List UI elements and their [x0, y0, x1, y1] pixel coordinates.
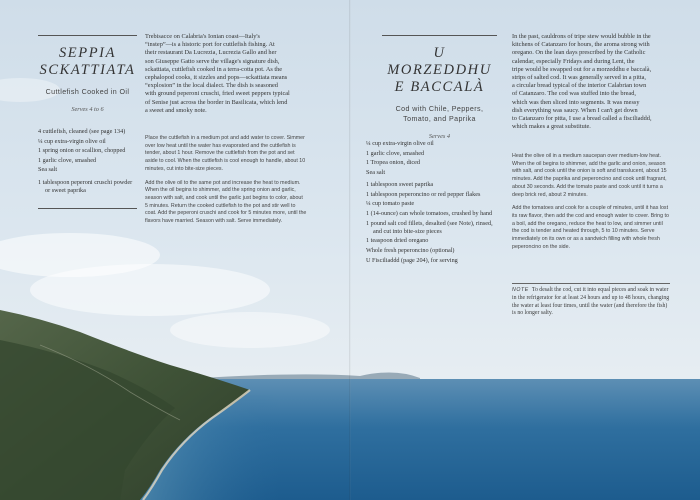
headnote-line: which makes a great substitute. — [512, 123, 591, 131]
note-text: To desalt the cod, cut it into equal pieces and soak in water in the refrigerator for at least 24 hours and up to 48 hours, changing the water at least four times, until the water (and therefore the fish) is no longer salty. — [512, 287, 670, 317]
note-rule — [512, 283, 670, 284]
headnote-line: a sweet and smoky note. — [145, 106, 207, 114]
headnote-line: their restaurant Da Lucrezia, Lucrezia Gallo and her — [145, 49, 277, 57]
method-paragraph: Heat the olive oil in a medium saucepan over medium-low heat. When the oil begins to shimmer, add the garlic and onion, season with salt, and cook until the onion is soft and translucent, about 15 minutes. Add the paprika and peperoncino and cook until fragrant, about 30 seconds. Add the tomato paste and cook until it turns a deep brick red, about 2 minutes. — [512, 153, 667, 198]
title-rule — [38, 35, 137, 36]
headnote-line: calendar, especially Fridays and during Lent, the — [512, 57, 635, 65]
headnote-line: of Senise just across the border in Basilicata, which lend — [145, 98, 288, 106]
headnote-line: of Catanzaro. The cod was stuffed into the bread, — [512, 90, 636, 98]
ingredient: U Fisciliaddd (page 204), for serving — [366, 256, 458, 264]
ingredient: 1 Tropea onion, diced — [366, 159, 420, 167]
headnote-line: cephalopod cooks, it sizzles and pops—sckattiata means — [145, 74, 288, 82]
ingredient-rule — [38, 208, 137, 209]
ingredient: Sea salt — [38, 166, 58, 174]
left-method — [145, 135, 307, 232]
right-headnote — [512, 33, 670, 131]
note-label: NOTE — [512, 287, 529, 293]
ingredient: 1 spring onion or scallion, chopped — [38, 147, 126, 155]
recipe-subtitle: Cod with Chile, Peppers, Tomato, and Paprika — [395, 105, 484, 123]
ingredient: 1 garlic clove, smashed — [366, 149, 425, 157]
right-recipe-header — [382, 35, 497, 140]
headnote-line: Trebisacce on Calabria's Ionian coast—Italy's — [145, 33, 260, 40]
headnote-line: a circular bread typical of the interior Calabrian town — [512, 82, 647, 90]
title-rule — [382, 35, 497, 36]
left-headnote — [145, 33, 310, 115]
headnote-line: tripe would be swapped out for a morzeddhu e baccalà, — [512, 65, 652, 73]
recipe-subtitle: Cuttlefish Cooked in Oil — [45, 88, 130, 96]
ingredient: 1 teaspoon dried oregano — [366, 237, 429, 245]
ingredient: 1 garlic clove, smashed — [38, 156, 97, 164]
headnote-line: “explosion” in the local dialect. The dish is seasoned — [145, 82, 278, 90]
ingredient: 1 tablespoon peperoni cruschi powder or sweet paprika — [38, 178, 133, 194]
ingredient: ¼ cup extra-virgin olive oil — [38, 137, 106, 145]
headnote-line: to Catanzaro for pitta, I use a bread called a fisciliaddd, — [512, 115, 652, 123]
headnote-line: dish everything was saucy. When I can't get down — [512, 106, 638, 114]
page-gutter — [349, 0, 351, 500]
ingredient: Sea salt — [366, 168, 386, 176]
ingredient: 4 cuttlefish, cleaned (see page 134) — [38, 128, 126, 135]
ingredient: 1 tablespoon peperoncino or red pepper flakes — [366, 190, 481, 198]
ingredient: 1 (14-ounce) can whole tomatoes, crushed by hand — [366, 209, 493, 217]
recipe-serves: Serves 4 to 6 — [71, 106, 104, 113]
recipe-note — [512, 287, 670, 318]
ingredient: 1 tablespoon sweet paprika — [366, 181, 434, 189]
headnote-line: with ground peperoni cruschi, fried sweet peppers typical — [145, 90, 290, 98]
headnote-line: In the past, cauldrons of tripe stew would bubble in the — [512, 33, 651, 40]
recipe-serves: Serves 4 — [428, 133, 451, 140]
headnote-line: “instep”—is a historic port for cuttlefish fishing. At — [145, 41, 275, 49]
ingredient: ¼ cup tomato paste — [366, 200, 415, 208]
headnote-line: which was then sliced into segments. It was messy — [512, 98, 640, 106]
right-method — [512, 153, 670, 257]
left-ingredient-list — [38, 128, 138, 197]
ingredient: 1 pound salt cod fillets, desalted (see Note), rinsed, and cut into bite-size pieces — [366, 219, 493, 235]
right-ingredient-list — [366, 140, 498, 266]
method-paragraph: Place the cuttlefish in a medium pot and add water to cover. Simmer over low heat until the water has evaporated and the cuttlefish is tender, about 1 hour. Remove the cuttlefish from the pot and set aside to cool. When the cuttlefish is cool enough to handle, about 10 minutes, cut into bite-size pieces. — [145, 135, 306, 172]
headnote-line: kitchens of Catanzaro for hours, the aroma strong with — [512, 41, 650, 49]
recipe-title: SEPPIA SCKATTIATA — [39, 45, 136, 78]
headnote-line: sckattiata, cuttlefish cooked in a terra-cotta pot. As the — [145, 65, 283, 73]
headnote-line: son Giuseppe Gatto serve the village's signature dish, — [145, 57, 280, 65]
headnote-line: oregano. On the lean days prescribed by the Catholic — [512, 49, 646, 57]
ingredient: ¼ cup extra-virgin olive oil — [366, 140, 434, 147]
left-recipe-header — [38, 35, 137, 113]
method-paragraph: Add the tomatoes and cook for a couple of minutes, until it has lost its raw flavor, then add the cod and enough water to cover. Bring to a boil, add the oregano, reduce the heat to low, and simmer until the cod is tender and heated through, 5 to 10 minutes. Serve immediately on its own or as a sandwich filling with whole fresh peperoncino on the side. — [512, 205, 669, 250]
recipe-title: U MORZEDDHU E BACCALÀ — [387, 45, 492, 95]
ingredient: Whole fresh peperoncino (optional) — [366, 246, 455, 254]
headnote-line: strips of salted cod. It was generally served in a pitta, — [512, 74, 646, 82]
method-paragraph: Add the olive oil to the same pot and increase the heat to medium. When the oil begins to shimmer, add the spring onion and garlic, season with salt, and cook until the garlic just begins to color, about 5 minutes. Return the cooked cuttlefish to the pot and stir well to coat. Add the peperoni cruschi and cook for 5 minutes more, until the flavors have married. Season with salt. Serve immediately. — [145, 179, 307, 225]
